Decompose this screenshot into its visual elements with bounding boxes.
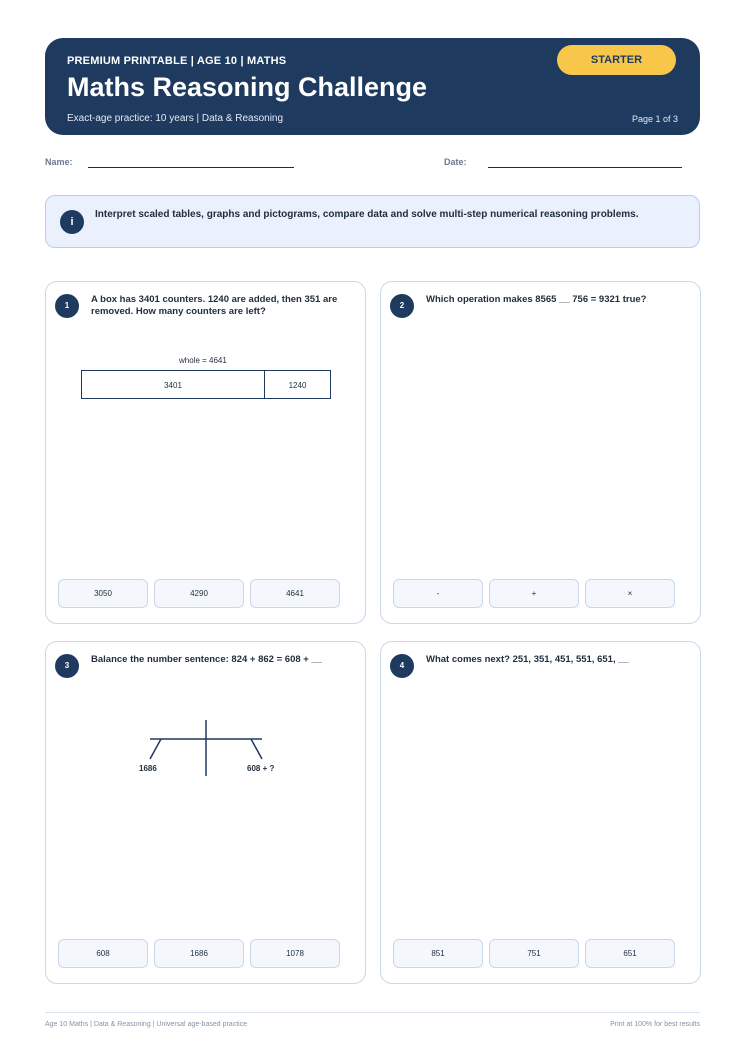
instructions-box [45, 195, 700, 248]
question-card-2 [380, 281, 701, 624]
question-number: 1 [55, 294, 79, 318]
balance-diagram [46, 642, 365, 842]
bar-model-part: 1240 [264, 370, 331, 399]
balance-right-label: 608 + ? [247, 764, 275, 773]
question-number: 4 [390, 654, 414, 678]
question-card-1 [45, 281, 366, 624]
question-number: 3 [55, 654, 79, 678]
name-label: Name: [45, 157, 73, 167]
answer-option[interactable]: 3050 [58, 579, 148, 608]
worksheet-header [45, 38, 700, 135]
answer-option[interactable]: × [585, 579, 675, 608]
question-text: What comes next? 251, 351, 451, 551, 651, __ [426, 654, 629, 665]
bar-model-caption: whole = 4641 [179, 356, 227, 365]
name-field[interactable] [88, 167, 294, 168]
answer-option[interactable]: 751 [489, 939, 579, 968]
question-text: Which operation makes 8565 __ 756 = 9321 true? [426, 294, 647, 305]
answer-option[interactable]: 1078 [250, 939, 340, 968]
answer-option[interactable]: 851 [393, 939, 483, 968]
header-subtitle: Exact-age practice: 10 years | Data & Reasoning [67, 113, 284, 124]
answer-option[interactable]: + [489, 579, 579, 608]
page-title: Maths Reasoning Challenge [67, 72, 428, 102]
header-kicker: PREMIUM PRINTABLE | AGE 10 | MATHS [67, 55, 287, 67]
question-text: A box has 3401 counters. 1240 are added, then 351 are removed. How many counters are left? [91, 294, 338, 317]
date-field[interactable] [488, 167, 682, 168]
answer-option[interactable]: 1686 [154, 939, 244, 968]
answer-option[interactable]: 4641 [250, 579, 340, 608]
question-card-3 [45, 641, 366, 984]
question-card-4 [380, 641, 701, 984]
footer-right-text: Print at 100% for best results [610, 1021, 700, 1028]
info-icon: i [60, 210, 84, 234]
question-text: Balance the number sentence: 824 + 862 = 608 + __ [91, 654, 323, 665]
answer-option[interactable]: 651 [585, 939, 675, 968]
footer-left-text: Age 10 Maths | Data & Reasoning | Universal age-based practice [45, 1021, 248, 1028]
answer-option[interactable]: 4290 [154, 579, 244, 608]
instructions-text: Interpret scaled tables, graphs and pictograms, compare data and solve multi-step numerical reasoning problems. [95, 209, 639, 220]
date-label: Date: [444, 157, 467, 167]
question-number: 2 [390, 294, 414, 318]
bar-model-part: 3401 [81, 370, 265, 399]
footer-divider [45, 1012, 700, 1013]
page-number: Page 1 of 3 [631, 114, 678, 124]
balance-left-label: 1686 [139, 764, 157, 773]
answer-option[interactable]: - [393, 579, 483, 608]
level-badge: STARTER [557, 45, 676, 75]
answer-option[interactable]: 608 [58, 939, 148, 968]
